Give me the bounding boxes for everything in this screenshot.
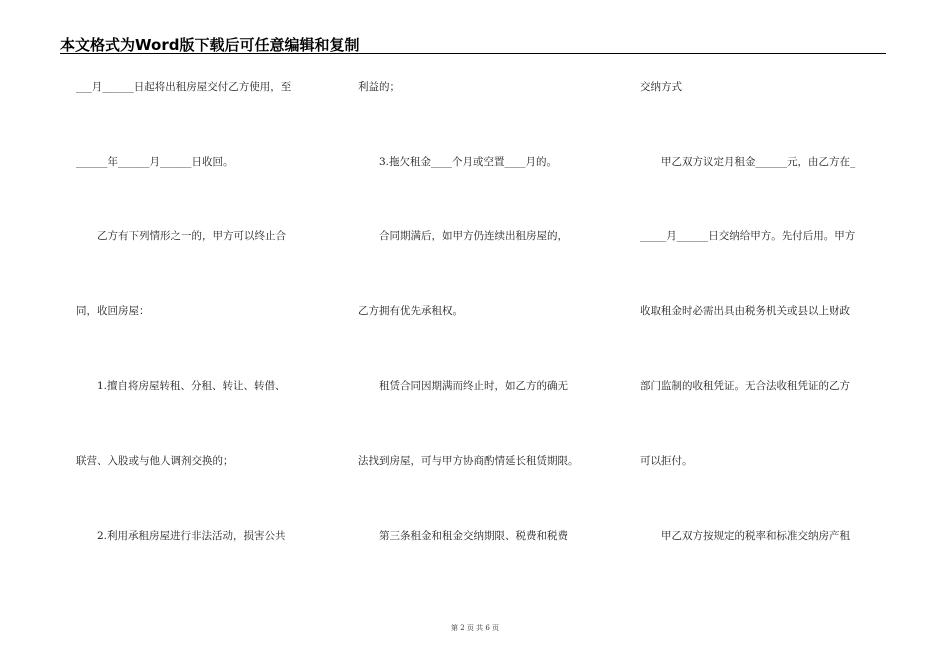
text-line: 合同期满后，如甲方仍连续出租房屋的， bbox=[358, 230, 568, 242]
text-line: 租赁合同因期满而终止时，如乙方的确无 bbox=[358, 380, 568, 392]
text-line: 部门监制的收租凭证。无合法收租凭证的乙方 bbox=[640, 380, 850, 392]
text-line: 第三条租金和租金交纳期限、税费和税费 bbox=[358, 530, 568, 542]
page-number-footer: 第 2 页 共 6 页 bbox=[450, 624, 500, 632]
text-line: 乙方拥有优先承租权。 bbox=[358, 305, 463, 317]
text-line: 联营、入股或与他人调剂交换的； bbox=[76, 455, 234, 467]
text-line: ___月______日起将出租房屋交付乙方使用，至 bbox=[76, 81, 292, 93]
text-line: 同，收回房屋： bbox=[76, 305, 150, 317]
text-line: _____月______日交纳给甲方。先付后用。甲方 bbox=[640, 230, 856, 242]
text-line: ______年______月______日收回。 bbox=[76, 156, 234, 168]
text-line: 甲乙双方议定月租金______元，由乙方在_ bbox=[640, 156, 856, 168]
text-line: 乙方有下列情形之一的，甲方可以终止合 bbox=[76, 230, 286, 242]
text-line: 2.利用承租房屋进行非法活动，损害公共 bbox=[76, 530, 286, 542]
text-line: 收取租金时必需出具由税务机关或县以上财政 bbox=[640, 305, 850, 317]
text-line: 交纳方式 bbox=[640, 81, 682, 93]
text-line: 1.擅自将房屋转租、分租、转让、转借、 bbox=[76, 380, 286, 392]
text-line: 可以拒付。 bbox=[640, 455, 693, 467]
document-header-title: 本文格式为Word版下载后可任意编辑和复制 bbox=[60, 36, 360, 54]
header-divider bbox=[60, 53, 886, 54]
text-line: 法找到房屋，可与甲方协商酌情延长租赁期限。 bbox=[358, 455, 579, 467]
text-line: 甲乙双方按规定的税率和标准交纳房产租 bbox=[640, 530, 850, 542]
text-line: 3.拖欠租金____个月或空置____月的。 bbox=[358, 156, 558, 168]
text-line: 利益的； bbox=[358, 81, 400, 93]
